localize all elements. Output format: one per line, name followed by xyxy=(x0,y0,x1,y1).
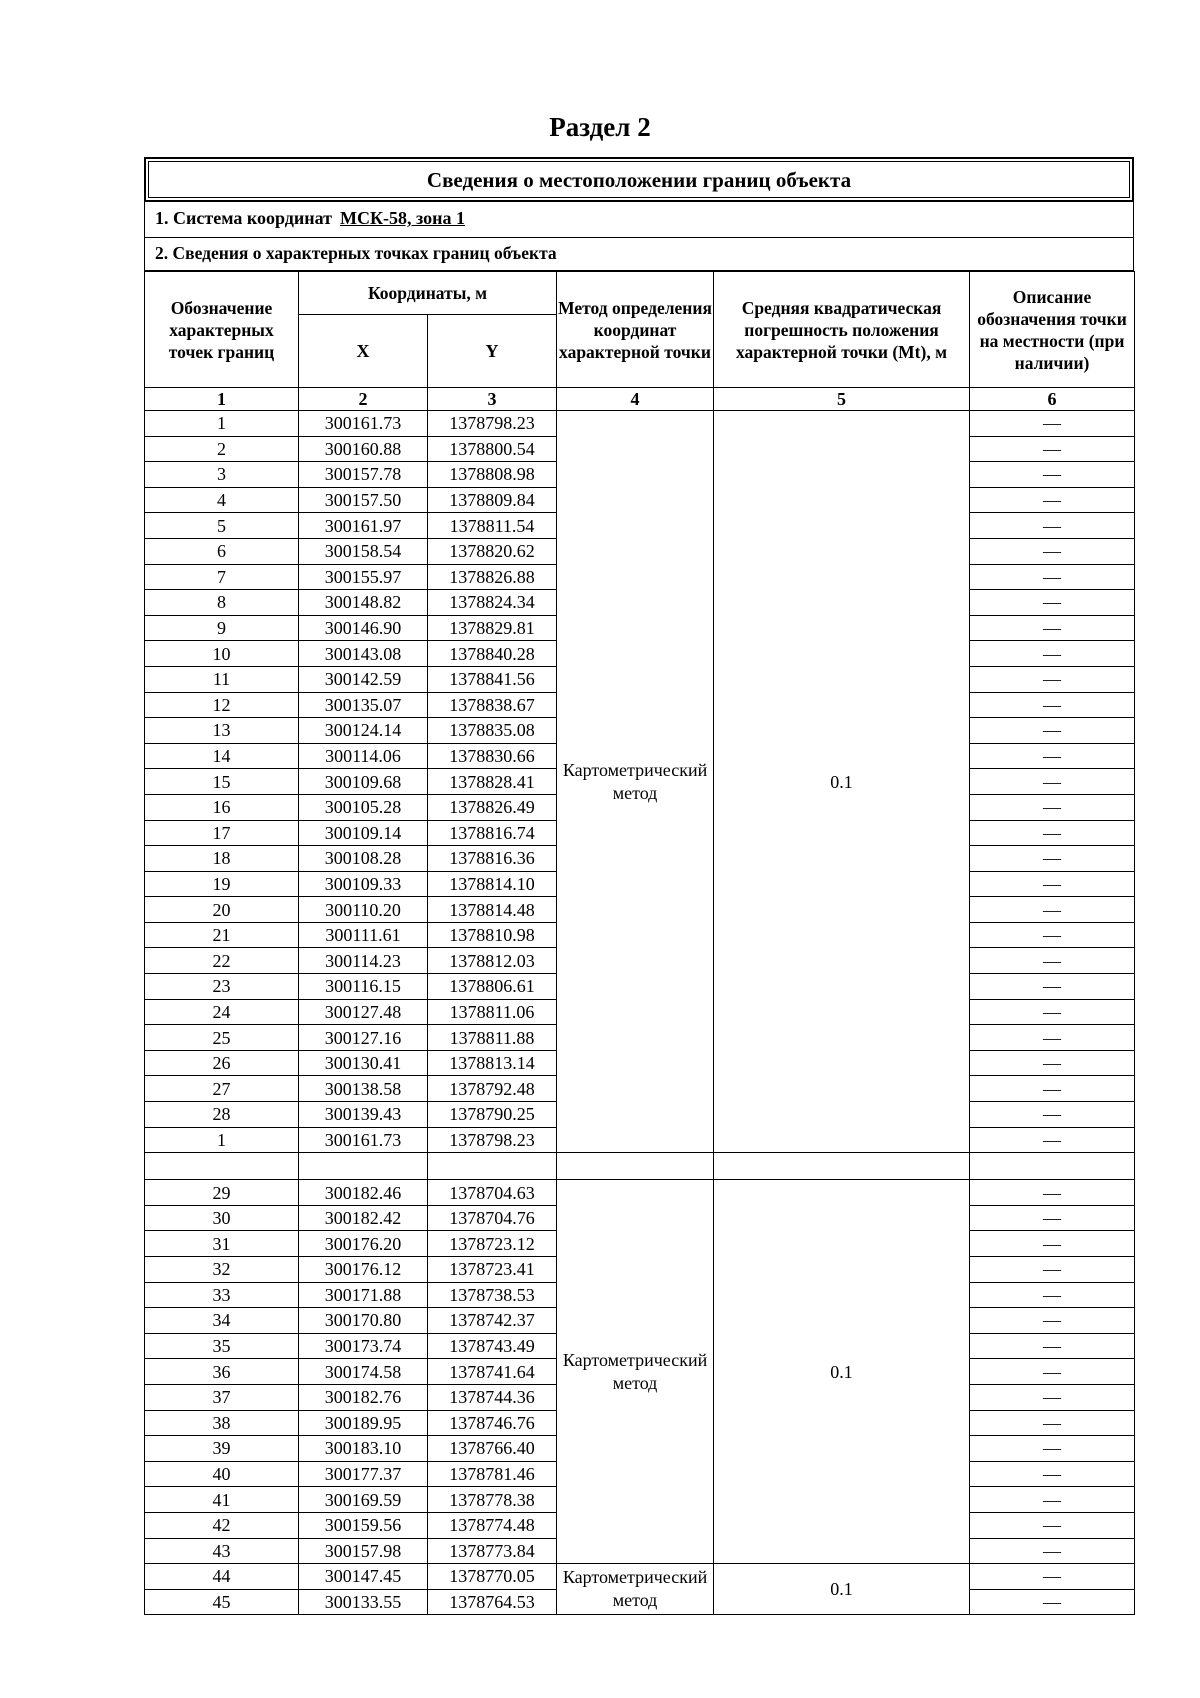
point-x: 300169.59 xyxy=(299,1487,428,1513)
point-x: 300157.78 xyxy=(299,462,428,488)
point-y: 1378808.98 xyxy=(428,462,557,488)
point-number: 20 xyxy=(145,897,299,923)
point-number: 28 xyxy=(145,1102,299,1128)
column-number: 2 xyxy=(299,388,428,411)
point-y: 1378830.66 xyxy=(428,743,557,769)
col-header-y: Y xyxy=(428,315,557,388)
col-header-description: Описание обозначения точки на местности (при наличии) xyxy=(970,272,1135,388)
coord-system-label: 1. Система координат xyxy=(155,208,332,228)
point-y: 1378790.25 xyxy=(428,1102,557,1128)
point-x: 300142.59 xyxy=(299,666,428,692)
point-number: 21 xyxy=(145,922,299,948)
point-x: 300177.37 xyxy=(299,1461,428,1487)
col-header-method: Метод определения координат характерной точки xyxy=(557,272,714,388)
point-description: — xyxy=(970,1589,1135,1615)
point-description: — xyxy=(970,487,1135,513)
point-description: — xyxy=(970,1410,1135,1436)
point-y: 1378746.76 xyxy=(428,1410,557,1436)
point-number: 39 xyxy=(145,1436,299,1462)
point-x: 300182.42 xyxy=(299,1205,428,1231)
point-number: 10 xyxy=(145,641,299,667)
point-y: 1378723.12 xyxy=(428,1231,557,1257)
point-description: — xyxy=(970,769,1135,795)
point-y: 1378742.37 xyxy=(428,1308,557,1334)
point-y: 1378814.10 xyxy=(428,871,557,897)
point-number: 41 xyxy=(145,1487,299,1513)
point-description: — xyxy=(970,1538,1135,1564)
point-y: 1378778.38 xyxy=(428,1487,557,1513)
point-x: 300111.61 xyxy=(299,922,428,948)
point-x: 300159.56 xyxy=(299,1512,428,1538)
point-description: — xyxy=(970,666,1135,692)
point-description: — xyxy=(970,1025,1135,1051)
point-y: 1378814.48 xyxy=(428,897,557,923)
point-x: 300109.68 xyxy=(299,769,428,795)
point-y: 1378835.08 xyxy=(428,718,557,744)
point-number: 45 xyxy=(145,1589,299,1615)
point-description: — xyxy=(970,1384,1135,1410)
point-x: 300158.54 xyxy=(299,538,428,564)
column-number: 3 xyxy=(428,388,557,411)
point-number: 19 xyxy=(145,871,299,897)
point-number: 8 xyxy=(145,590,299,616)
point-x: 300109.14 xyxy=(299,820,428,846)
point-y: 1378826.49 xyxy=(428,794,557,820)
point-y: 1378704.63 xyxy=(428,1180,557,1206)
point-number: 44 xyxy=(145,1564,299,1590)
point-y: 1378792.48 xyxy=(428,1076,557,1102)
point-y: 1378800.54 xyxy=(428,436,557,462)
point-y: 1378743.49 xyxy=(428,1333,557,1359)
table-row xyxy=(145,1564,1135,1590)
point-description: — xyxy=(970,1257,1135,1283)
point-description: — xyxy=(970,1333,1135,1359)
method-cell: Картометрический метод xyxy=(557,1180,714,1564)
point-description: — xyxy=(970,743,1135,769)
point-number: 22 xyxy=(145,948,299,974)
point-x: 300130.41 xyxy=(299,1050,428,1076)
point-x: 300161.73 xyxy=(299,1127,428,1153)
point-description: — xyxy=(970,820,1135,846)
point-y: 1378781.46 xyxy=(428,1461,557,1487)
point-description: — xyxy=(970,564,1135,590)
empty-cell xyxy=(714,1153,970,1180)
point-x: 300116.15 xyxy=(299,974,428,1000)
point-y: 1378770.05 xyxy=(428,1564,557,1590)
point-description: — xyxy=(970,1180,1135,1206)
point-description: — xyxy=(970,846,1135,872)
point-description: — xyxy=(970,1231,1135,1257)
point-number: 4 xyxy=(145,487,299,513)
point-x: 300157.50 xyxy=(299,487,428,513)
point-description: — xyxy=(970,1512,1135,1538)
point-number: 17 xyxy=(145,820,299,846)
point-y: 1378840.28 xyxy=(428,641,557,667)
point-y: 1378811.06 xyxy=(428,999,557,1025)
point-number: 1 xyxy=(145,1127,299,1153)
point-number: 7 xyxy=(145,564,299,590)
point-x: 300108.28 xyxy=(299,846,428,872)
point-description: — xyxy=(970,1564,1135,1590)
point-x: 300170.80 xyxy=(299,1308,428,1334)
point-number: 42 xyxy=(145,1512,299,1538)
point-x: 300114.06 xyxy=(299,743,428,769)
point-number: 36 xyxy=(145,1359,299,1385)
point-number: 31 xyxy=(145,1231,299,1257)
point-x: 300173.74 xyxy=(299,1333,428,1359)
point-number: 11 xyxy=(145,666,299,692)
point-y: 1378838.67 xyxy=(428,692,557,718)
point-x: 300155.97 xyxy=(299,564,428,590)
point-number: 27 xyxy=(145,1076,299,1102)
point-y: 1378812.03 xyxy=(428,948,557,974)
point-x: 300105.28 xyxy=(299,794,428,820)
point-number: 35 xyxy=(145,1333,299,1359)
method-cell: Картометрический метод xyxy=(557,1564,714,1615)
points-table xyxy=(144,271,1135,1615)
point-y: 1378811.54 xyxy=(428,513,557,539)
point-description: — xyxy=(970,411,1135,437)
point-y: 1378741.64 xyxy=(428,1359,557,1385)
point-description: — xyxy=(970,1205,1135,1231)
point-description: — xyxy=(970,692,1135,718)
col-header-coords: Координаты, м xyxy=(299,272,557,315)
main-header: Сведения о местоположении границ объекта xyxy=(144,157,1134,202)
point-description: — xyxy=(970,462,1135,488)
point-y: 1378816.36 xyxy=(428,846,557,872)
point-y: 1378766.40 xyxy=(428,1436,557,1462)
point-y: 1378811.88 xyxy=(428,1025,557,1051)
column-number-row xyxy=(145,388,1135,411)
point-y: 1378798.23 xyxy=(428,1127,557,1153)
column-number: 1 xyxy=(145,388,299,411)
point-description: — xyxy=(970,948,1135,974)
point-x: 300182.76 xyxy=(299,1384,428,1410)
point-x: 300161.97 xyxy=(299,513,428,539)
point-x: 300127.48 xyxy=(299,999,428,1025)
point-number: 3 xyxy=(145,462,299,488)
point-number: 25 xyxy=(145,1025,299,1051)
point-description: — xyxy=(970,974,1135,1000)
point-description: — xyxy=(970,1282,1135,1308)
point-description: — xyxy=(970,718,1135,744)
point-number: 23 xyxy=(145,974,299,1000)
point-description: — xyxy=(970,513,1135,539)
point-x: 300183.10 xyxy=(299,1436,428,1462)
point-x: 300171.88 xyxy=(299,1282,428,1308)
point-y: 1378810.98 xyxy=(428,922,557,948)
point-x: 300182.46 xyxy=(299,1180,428,1206)
point-description: — xyxy=(970,1359,1135,1385)
point-description: — xyxy=(970,1050,1135,1076)
separator-row xyxy=(145,1153,1135,1180)
point-number: 34 xyxy=(145,1308,299,1334)
point-description: — xyxy=(970,1308,1135,1334)
point-y: 1378816.74 xyxy=(428,820,557,846)
table-row xyxy=(145,411,1135,437)
point-description: — xyxy=(970,538,1135,564)
point-x: 300160.88 xyxy=(299,436,428,462)
point-x: 300176.20 xyxy=(299,1231,428,1257)
point-description: — xyxy=(970,999,1135,1025)
point-y: 1378764.53 xyxy=(428,1589,557,1615)
point-y: 1378704.76 xyxy=(428,1205,557,1231)
point-y: 1378738.53 xyxy=(428,1282,557,1308)
point-number: 43 xyxy=(145,1538,299,1564)
point-y: 1378820.62 xyxy=(428,538,557,564)
point-number: 26 xyxy=(145,1050,299,1076)
empty-cell xyxy=(970,1153,1135,1180)
point-number: 40 xyxy=(145,1461,299,1487)
point-x: 300176.12 xyxy=(299,1257,428,1283)
point-number: 18 xyxy=(145,846,299,872)
section-title: Раздел 2 xyxy=(549,112,651,142)
point-description: — xyxy=(970,615,1135,641)
point-number: 16 xyxy=(145,794,299,820)
point-x: 300146.90 xyxy=(299,615,428,641)
point-x: 300139.43 xyxy=(299,1102,428,1128)
col-header-designation: Обозначение характерных точек границ xyxy=(145,272,299,388)
empty-cell xyxy=(557,1153,714,1180)
point-y: 1378826.88 xyxy=(428,564,557,590)
coord-system-value: МСК-58, зона 1 xyxy=(339,208,466,228)
coord-system-row xyxy=(144,202,1134,238)
point-number: 33 xyxy=(145,1282,299,1308)
point-number: 13 xyxy=(145,718,299,744)
point-x: 300110.20 xyxy=(299,897,428,923)
point-x: 300148.82 xyxy=(299,590,428,616)
point-number: 12 xyxy=(145,692,299,718)
point-number: 30 xyxy=(145,1205,299,1231)
point-number: 32 xyxy=(145,1257,299,1283)
error-cell: 0.1 xyxy=(714,1180,970,1564)
point-y: 1378806.61 xyxy=(428,974,557,1000)
point-x: 300143.08 xyxy=(299,641,428,667)
method-cell: Картометрический метод xyxy=(557,411,714,1153)
point-description: — xyxy=(970,1102,1135,1128)
point-description: — xyxy=(970,1487,1135,1513)
point-description: — xyxy=(970,897,1135,923)
point-x: 300174.58 xyxy=(299,1359,428,1385)
point-description: — xyxy=(970,871,1135,897)
point-y: 1378809.84 xyxy=(428,487,557,513)
point-description: — xyxy=(970,922,1135,948)
point-number: 1 xyxy=(145,411,299,437)
column-number: 4 xyxy=(557,388,714,411)
empty-cell xyxy=(428,1153,557,1180)
column-number: 5 xyxy=(714,388,970,411)
point-y: 1378798.23 xyxy=(428,411,557,437)
col-header-error: Средняя квадратическая погрешность положения характерной точки (Mt), м xyxy=(714,272,970,388)
point-y: 1378813.14 xyxy=(428,1050,557,1076)
point-number: 15 xyxy=(145,769,299,795)
column-number: 6 xyxy=(970,388,1135,411)
point-description: — xyxy=(970,1076,1135,1102)
empty-cell xyxy=(145,1153,299,1180)
point-x: 300161.73 xyxy=(299,411,428,437)
point-x: 300109.33 xyxy=(299,871,428,897)
point-description: — xyxy=(970,436,1135,462)
point-description: — xyxy=(970,641,1135,667)
point-number: 6 xyxy=(145,538,299,564)
point-y: 1378824.34 xyxy=(428,590,557,616)
point-y: 1378829.81 xyxy=(428,615,557,641)
empty-cell xyxy=(299,1153,428,1180)
error-cell: 0.1 xyxy=(714,1564,970,1615)
error-cell: 0.1 xyxy=(714,411,970,1153)
point-number: 24 xyxy=(145,999,299,1025)
point-description: — xyxy=(970,1127,1135,1153)
point-x: 300189.95 xyxy=(299,1410,428,1436)
point-x: 300135.07 xyxy=(299,692,428,718)
point-x: 300147.45 xyxy=(299,1564,428,1590)
point-number: 37 xyxy=(145,1384,299,1410)
point-x: 300138.58 xyxy=(299,1076,428,1102)
point-x: 300157.98 xyxy=(299,1538,428,1564)
point-number: 5 xyxy=(145,513,299,539)
point-x: 300114.23 xyxy=(299,948,428,974)
point-x: 300133.55 xyxy=(299,1589,428,1615)
point-description: — xyxy=(970,1436,1135,1462)
point-number: 38 xyxy=(145,1410,299,1436)
point-y: 1378773.84 xyxy=(428,1538,557,1564)
table-row xyxy=(145,1180,1135,1206)
point-number: 9 xyxy=(145,615,299,641)
point-description: — xyxy=(970,1461,1135,1487)
point-y: 1378828.41 xyxy=(428,769,557,795)
point-y: 1378744.36 xyxy=(428,1384,557,1410)
point-y: 1378723.41 xyxy=(428,1257,557,1283)
point-x: 300127.16 xyxy=(299,1025,428,1051)
point-description: — xyxy=(970,794,1135,820)
point-x: 300124.14 xyxy=(299,718,428,744)
point-number: 29 xyxy=(145,1180,299,1206)
col-header-x: X xyxy=(299,315,428,388)
point-description: — xyxy=(970,590,1135,616)
point-number: 14 xyxy=(145,743,299,769)
point-y: 1378841.56 xyxy=(428,666,557,692)
point-y: 1378774.48 xyxy=(428,1512,557,1538)
points-header: 2. Сведения о характерных точках границ объекта xyxy=(144,238,1134,271)
point-number: 2 xyxy=(145,436,299,462)
